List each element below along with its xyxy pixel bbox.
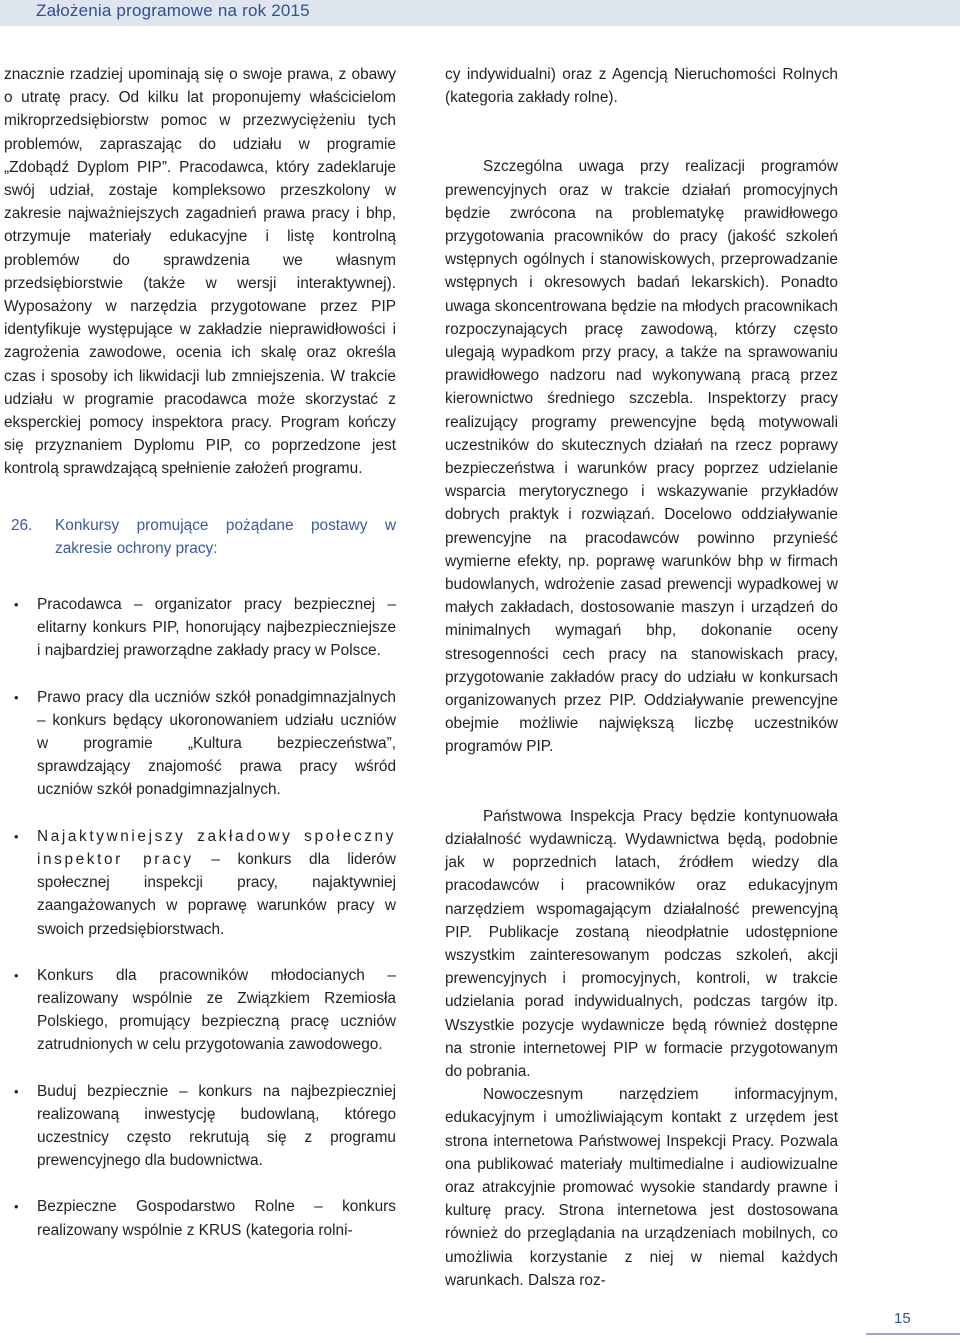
website-paragraph: Nowoczesnym narzędziem informacyjnym, edukacyjnym i umożliwiającym kontakt z urzędem jest strona internetowa Państwowej Inspekcji Pracy. Pozwala ona publikować materiały multimedialne i audiowizualne oraz atrakcyjnie promować wysokie standardy prawne i kulturę pracy. Strona internetowa jest dostosowana również do przeglądania na urządzeniach mobilnych, co umożliwia korzystanie z niej w niemal każdych warunkach. Dalsza roz-	[445, 1086, 838, 1289]
bullet-icon: •	[14, 689, 19, 705]
running-header	[0, 0, 960, 26]
list-item	[4, 593, 396, 663]
list-item	[4, 686, 396, 802]
left-column	[4, 63, 396, 1265]
bullet-icon: •	[14, 1199, 19, 1215]
header-title: Założenia programowe na rok 2015	[36, 1, 310, 20]
item-title: Najaktywniejszy zakładowy społeczny inspektor pracy	[37, 827, 396, 868]
item-description: – konkurs na najbezpieczniej realizowaną inwestycję budowlaną, którego uczestnicy często rekrutują się z programu prewencyjnego dla budownictwa.	[37, 1082, 396, 1170]
page-number: 15	[894, 1310, 911, 1327]
item-description: – konkurs realizowany wspólnie z KRUS (kategoria rolni-	[37, 1198, 396, 1239]
bullet-icon: •	[14, 967, 19, 983]
list-item	[4, 1195, 396, 1241]
footer-rule	[866, 1333, 960, 1335]
item-title: Pracodawca – organizator pracy bezpiecznej	[37, 596, 376, 614]
list-item	[4, 825, 396, 941]
item-title: Konkurs dla pracowników młodocianych	[37, 966, 365, 984]
item-title: Prawo pracy dla uczniów szkół ponadgimnazjalnych	[37, 688, 396, 706]
bullet-icon: •	[14, 828, 19, 844]
prevention-paragraph: Szczególna uwaga przy realizacji programów prewencyjnych oraz w trakcie działań promocyjnych będzie zwrócona na problematykę prawidłowego przygotowania pracowników do pracy (jakość szkoleń wstępnych ogólnych i stanowiskowych, przeprowadzanie wstępnych i okresowych badań lekarskich). Ponadto uwaga skoncentrowana będzie na młodych pracownikach rozpoczynających pracę zawodową, którzy często ulegają wypadkom przy pracy, a także na sprawowaniu prawidłowego nadzoru nad wykonywaną pracą przez kierownictwo średniego szczebla. Inspektorzy pracy realizujący programy prewencyjne będą motywowali uczestników do skutecznych działań na rzecz poprawy bezpieczeństwa i warunków pracy poprzez udzielanie wsparcia merytorycznego i wskazywanie przykładów dobrych praktyk i rozwiązań. Docelowo oddziaływanie prewencyjne na pracodawców powinno przynieść wymierne efekty, np. poprawę warunków bhp w firmach budowlanych, wdrożenie zasad prewencji wypadkowej w małych zakładach, dostosowanie maszyn i urządzeń do minimalnych wymagań bhp, dokonanie oceny stresogenności cech pracy na stanowiskach pracy, przygotowanie zakładów pracy do udziału w konkursach organizowanych przez PIP. Oddziaływanie prewencyjne obejmie możliwie największą liczbę uczestników programów PIP.	[445, 158, 838, 756]
section-heading	[4, 514, 396, 560]
item-description: – konkurs będący ukoronowaniem udziału uczniów w programie „Kultura bezpieczeństwa”, sprawdzający znajomość prawa pracy wśród uczniów szkół ponadgimnazjalnych.	[37, 711, 396, 799]
list-item	[4, 964, 396, 1057]
section-title: Konkursy promujące pożądane postawy w zakresie ochrony pracy:	[55, 516, 396, 557]
list-item	[4, 1080, 396, 1173]
intro-paragraph: znacznie rzadziej upominają się o swoje prawa, z obawy o utratę pracy. Od kilku lat proponujemy właścicielom mikroprzedsiębiorstw pomoc w przezwyciężeniu tych problemów, zapraszając do udziału w programie „Zdobądź Dyplom PIP”. Pracodawca, który zadeklaruje swój udział, zostaje kompleksowo przeszkolony w zakresie najważniejszych zagadnień prawa pracy i bhp, otrzymuje materiały edukacyjne i listę kontrolną problemów do sprawdzenia we własnym przedsiębiorstwie (także w wersji interaktywnej). Wyposażony w narzędzia przygotowane przez PIP identyfikuje występujące w zakładzie nieprawidłowości i zagrożenia zawodowe, ocenia ich skalę oraz określa czas i sposoby ich likwidacji lub zmniejszenia. W trakcie udziału w programie pracodawca może skorzystać z eksperckiej pomocy inspektora pracy. Program kończy się przyznaniem Dyplomu PIP, co poprzedzone jest kontrolą sprawdzającą spełnienie założeń programu.	[4, 66, 396, 478]
right-column	[445, 63, 838, 1292]
item-description: – realizowany wspólnie ze Związkiem Rzemiosła Polskiego, promujący bezpieczną pracę uczniów zatrudnionych w celu przygotowania zawodowego.	[37, 966, 396, 1054]
item-title: Buduj bezpiecznie	[37, 1082, 169, 1100]
item-description: – elitarny konkurs PIP, honorujący najbezpieczniejsze i najbardziej praworządne zakłady pracy w Polsce.	[37, 596, 396, 660]
publishing-paragraph: Państwowa Inspekcja Pracy będzie kontynuowała działalność wydawniczą. Wydawnictwa będą, podobnie jak w poprzednich latach, źródłem wiedzy dla pracodawców i pracowników oraz edukacyjnym narzędziem wspomagającym działalność prewencyjną PIP. Publikacje zostaną nieodpłatnie udostępnione wszystkim zainteresowanym podczas szkoleń, akcji prewencyjnych i promocyjnych, kontroli, w trakcie udzielania porad indywidualnych, podczas targów itp. Wszystkie pozycje wydawnicze będą również dostępne na stronie internetowej PIP w formacie przygotowanym do pobrania.	[445, 807, 838, 1080]
bullet-icon: •	[14, 597, 19, 613]
item-title: Bezpieczne Gospodarstwo Rolne	[37, 1198, 295, 1216]
section-number: 26.	[11, 516, 33, 534]
competition-list	[4, 593, 396, 1242]
continuation-paragraph: cy indywidualni) oraz z Agencją Nieruchomości Rolnych (kategoria zakłady rolne).	[445, 66, 838, 107]
item-description: – konkurs dla liderów społecznej inspekcji pracy, najaktywniej zaangażowanych w poprawę warunków pracy w swoich przedsiębiorstwach.	[37, 850, 396, 938]
bullet-icon: •	[14, 1083, 19, 1099]
